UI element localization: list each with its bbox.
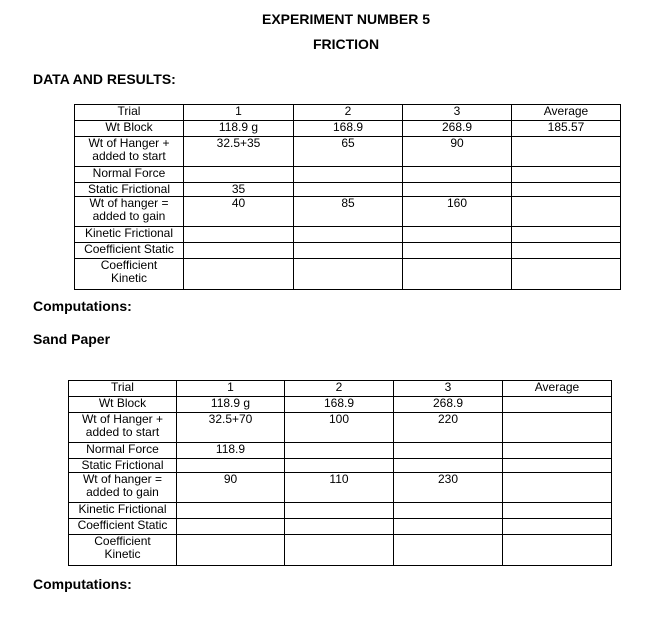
table-cell: 268.9 xyxy=(403,121,512,137)
table-cell: 118.9 g xyxy=(177,397,285,413)
row-label: Coefficient Kinetic xyxy=(75,259,184,290)
row-label: Wt of Hanger + added to start xyxy=(75,137,184,167)
experiment-subject: FRICTION xyxy=(312,36,380,52)
friction-table-2 xyxy=(68,380,612,566)
table-cell: 220 xyxy=(394,413,503,443)
row-label: Static Frictional xyxy=(75,183,184,197)
table-cell xyxy=(184,227,294,243)
table-cell xyxy=(285,503,394,519)
header-trial-1: 1 xyxy=(184,105,294,121)
table-cell: 230 xyxy=(394,473,503,503)
header-trial: Trial xyxy=(75,105,184,121)
table-cell xyxy=(512,167,621,183)
table-cell xyxy=(512,243,621,259)
table-row xyxy=(75,197,621,227)
table-cell: 100 xyxy=(285,413,394,443)
friction-table-1 xyxy=(74,104,621,290)
table-row xyxy=(75,243,621,259)
table-cell xyxy=(403,259,512,290)
table-cell xyxy=(512,137,621,167)
table-cell xyxy=(184,167,294,183)
table-cell xyxy=(403,183,512,197)
table-cell xyxy=(403,167,512,183)
table-cell: 168.9 xyxy=(294,121,403,137)
table-cell xyxy=(177,503,285,519)
table-cell xyxy=(503,459,612,473)
table-cell: 32.5+35 xyxy=(184,137,294,167)
row-label: Wt of hanger = added to gain xyxy=(75,197,184,227)
header-trial-3: 3 xyxy=(394,381,503,397)
table-row xyxy=(69,535,612,566)
row-label: Wt of Hanger + added to start xyxy=(69,413,177,443)
header-average: Average xyxy=(512,105,621,121)
table-cell xyxy=(503,413,612,443)
table-cell xyxy=(285,519,394,535)
row-label: Normal Force xyxy=(69,443,177,459)
row-label: Wt of hanger = added to gain xyxy=(69,473,177,503)
table-cell: 35 xyxy=(184,183,294,197)
table-cell xyxy=(294,183,403,197)
header-trial: Trial xyxy=(69,381,177,397)
table-row xyxy=(69,397,612,413)
table-row xyxy=(75,183,621,197)
computations-heading-1: Computations: xyxy=(33,298,132,314)
header-trial-2: 2 xyxy=(294,105,403,121)
table-cell: 168.9 xyxy=(285,397,394,413)
table-cell xyxy=(403,243,512,259)
data-results-heading: DATA AND RESULTS: xyxy=(33,71,176,87)
table-cell xyxy=(294,259,403,290)
table-cell: 185.57 xyxy=(512,121,621,137)
header-average: Average xyxy=(503,381,612,397)
table-cell xyxy=(177,519,285,535)
computations-heading-2: Computations: xyxy=(33,576,132,592)
row-label: Wt Block xyxy=(75,121,184,137)
row-label: Normal Force xyxy=(75,167,184,183)
row-label: Coefficient Static xyxy=(75,243,184,259)
table-cell xyxy=(285,535,394,566)
table-cell xyxy=(394,459,503,473)
table-row xyxy=(75,167,621,183)
table-cell xyxy=(294,167,403,183)
table-row xyxy=(75,121,621,137)
table-cell xyxy=(512,227,621,243)
table-cell xyxy=(394,519,503,535)
table-row xyxy=(75,227,621,243)
header-trial-3: 3 xyxy=(403,105,512,121)
table-cell xyxy=(503,397,612,413)
table-row xyxy=(69,443,612,459)
sand-paper-heading: Sand Paper xyxy=(33,331,111,347)
row-label: Coefficient Kinetic xyxy=(69,535,177,566)
row-label: Kinetic Frictional xyxy=(69,503,177,519)
table-cell xyxy=(394,535,503,566)
table-cell xyxy=(394,503,503,519)
table-cell: 85 xyxy=(294,197,403,227)
table-cell: 90 xyxy=(403,137,512,167)
table-cell: 40 xyxy=(184,197,294,227)
row-label: Kinetic Frictional xyxy=(75,227,184,243)
table-cell xyxy=(177,535,285,566)
table-row xyxy=(69,413,612,443)
table-header-row xyxy=(69,381,612,397)
table-row xyxy=(69,459,612,473)
table-row xyxy=(69,503,612,519)
table-header-row xyxy=(75,105,621,121)
table-cell xyxy=(394,443,503,459)
table-cell: 118.9 xyxy=(177,443,285,459)
table-cell xyxy=(294,243,403,259)
table-cell xyxy=(512,183,621,197)
table-cell xyxy=(184,243,294,259)
table-row xyxy=(69,473,612,503)
header-trial-2: 2 xyxy=(285,381,394,397)
row-label: Wt Block xyxy=(69,397,177,413)
table-cell: 32.5+70 xyxy=(177,413,285,443)
table-cell xyxy=(503,473,612,503)
table-cell xyxy=(512,197,621,227)
table-cell xyxy=(503,503,612,519)
table-cell xyxy=(177,459,285,473)
table-cell xyxy=(503,519,612,535)
row-label: Coefficient Static xyxy=(69,519,177,535)
table-cell xyxy=(285,443,394,459)
table-cell xyxy=(512,259,621,290)
row-label: Static Frictional xyxy=(69,459,177,473)
table-cell xyxy=(184,259,294,290)
table-cell: 90 xyxy=(177,473,285,503)
experiment-title: EXPERIMENT NUMBER 5 xyxy=(261,11,431,27)
table-cell xyxy=(503,535,612,566)
table-cell: 110 xyxy=(285,473,394,503)
table-cell: 118.9 g xyxy=(184,121,294,137)
table-cell xyxy=(285,459,394,473)
table-cell: 65 xyxy=(294,137,403,167)
table-cell: 160 xyxy=(403,197,512,227)
header-trial-1: 1 xyxy=(177,381,285,397)
table-row xyxy=(75,137,621,167)
table-row xyxy=(75,259,621,290)
table-cell: 268.9 xyxy=(394,397,503,413)
table-cell xyxy=(503,443,612,459)
table-row xyxy=(69,519,612,535)
table-cell xyxy=(294,227,403,243)
table-cell xyxy=(403,227,512,243)
